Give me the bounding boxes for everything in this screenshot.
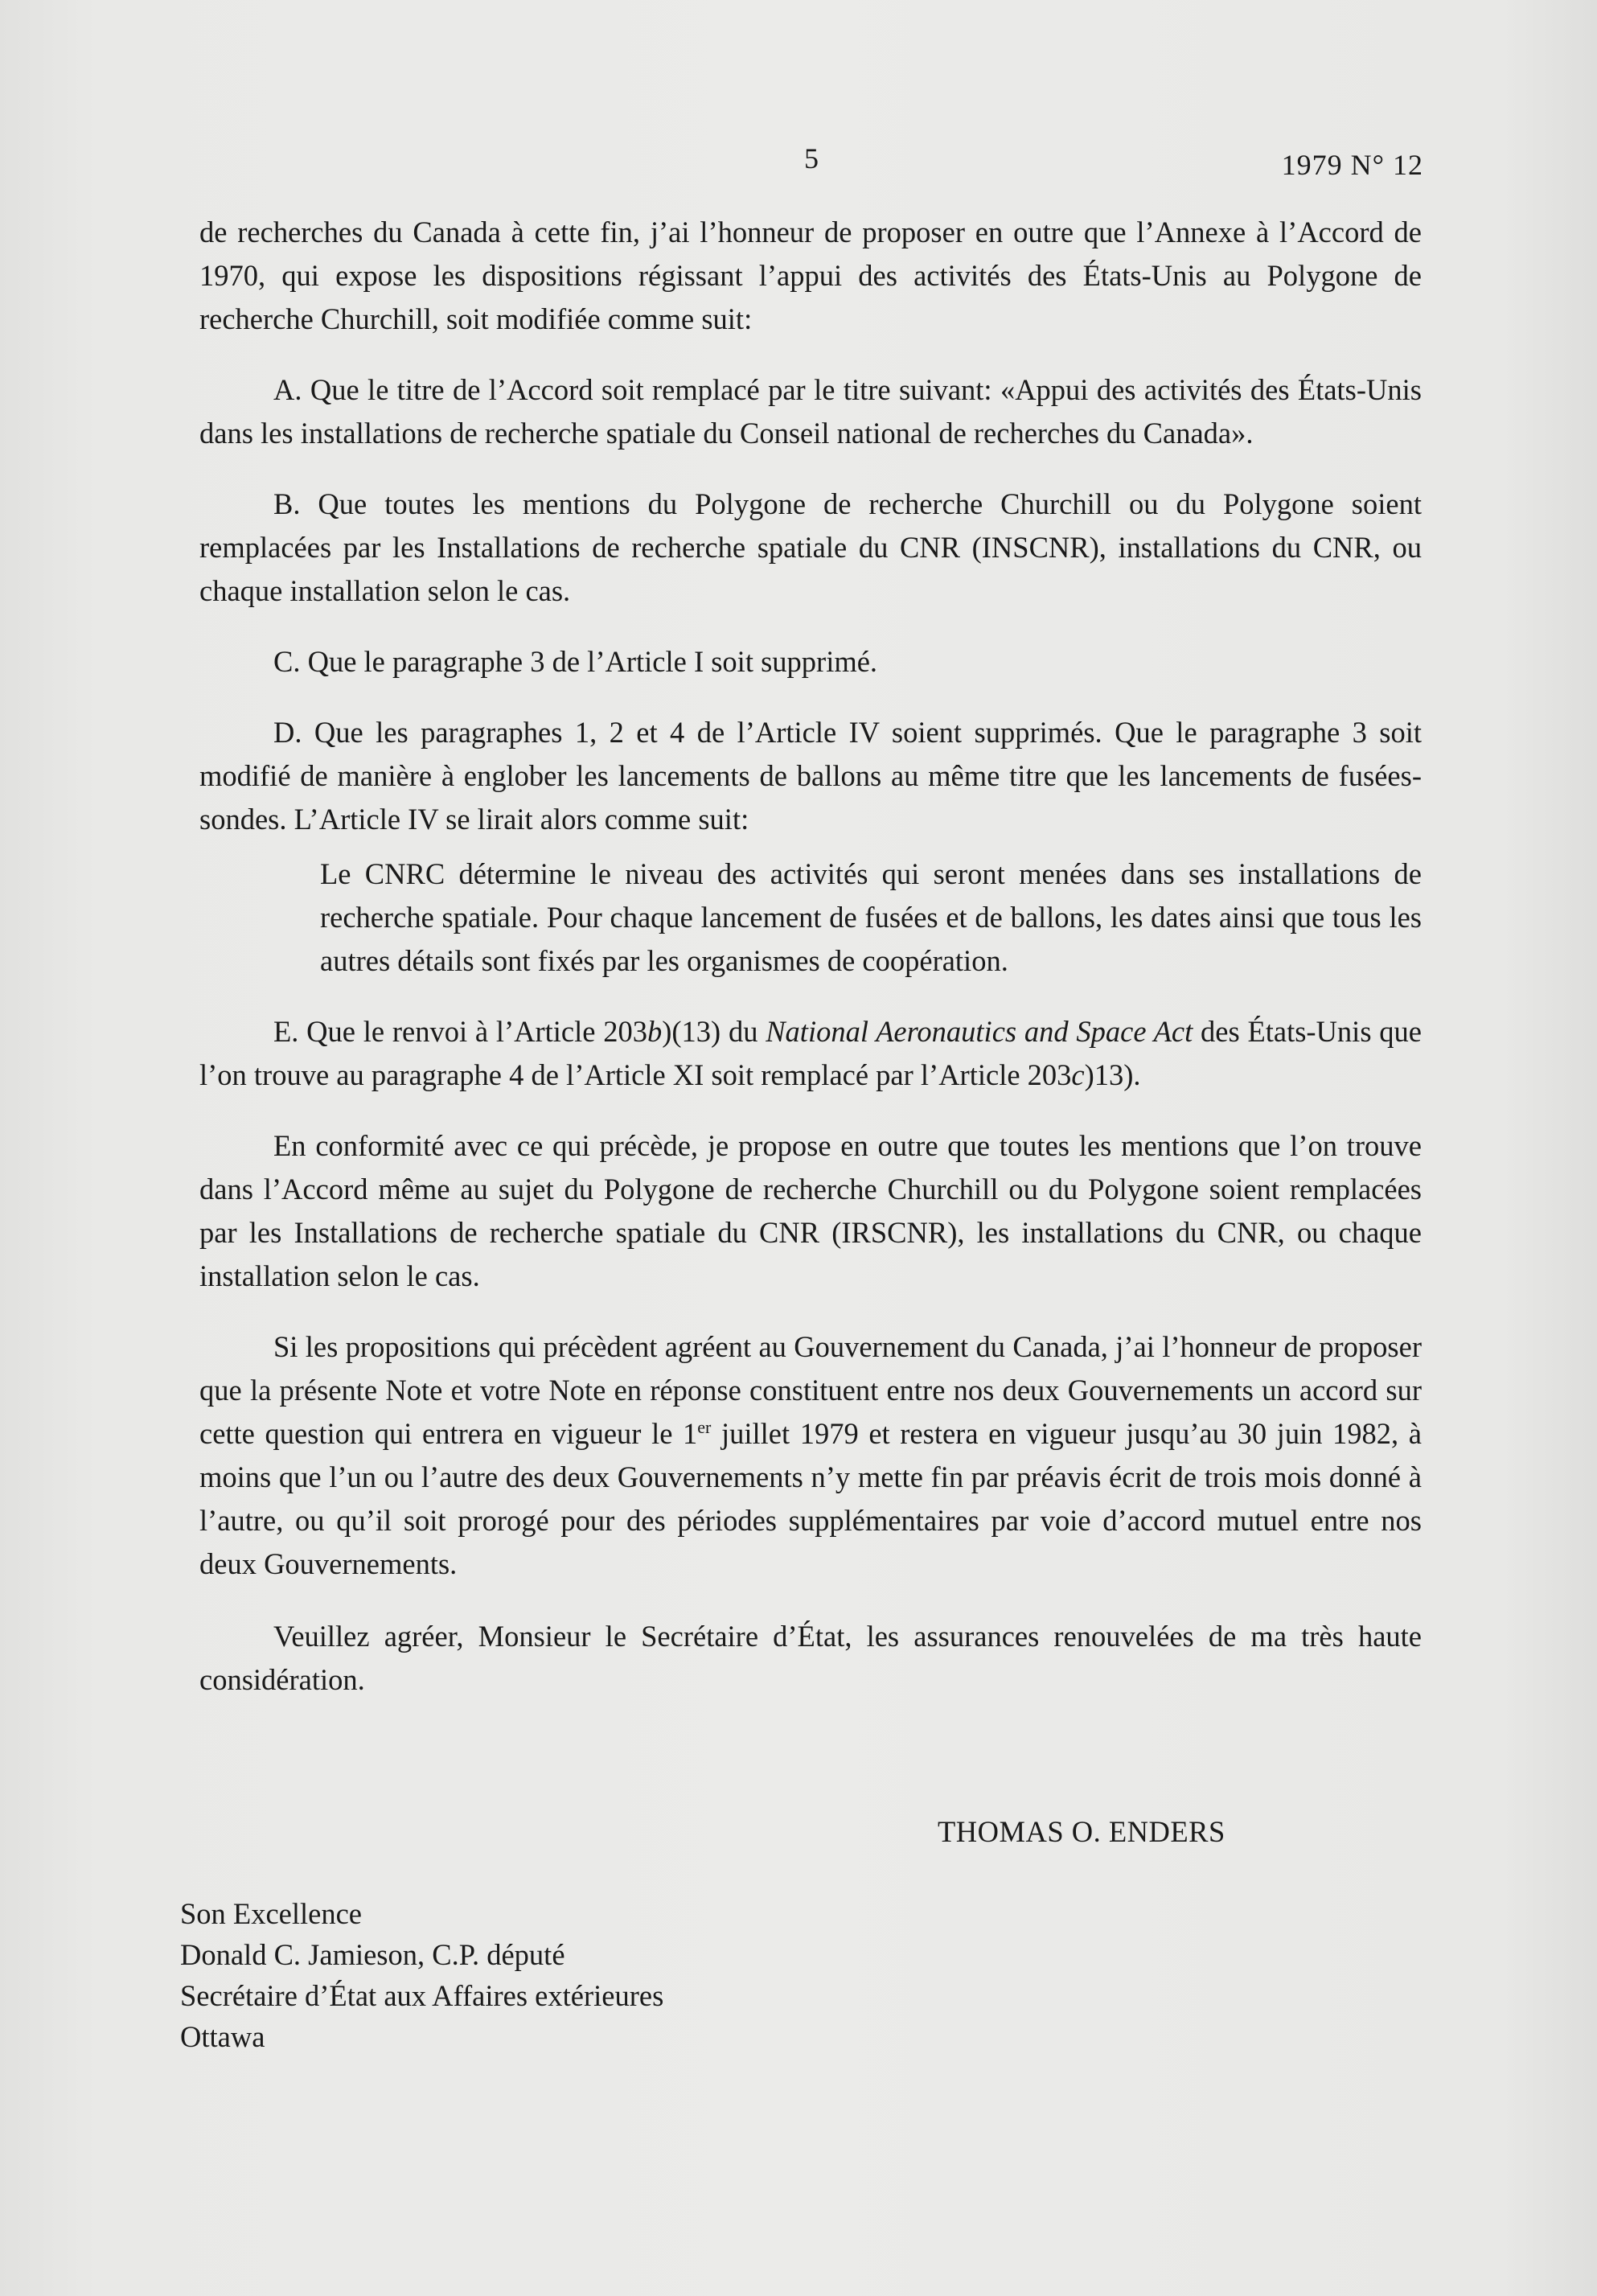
address-line: Son Excellence bbox=[180, 1897, 363, 1930]
propositions-text: juillet 1979 et restera en vigueur jusqu’au 30 juin 1982, à moins que l’un ou l’autre des deux Gouvernements n’y mette fin par préavis écrit de trois mois donné à l’autre, ou qu’il soit prorogé pour des périodes supplémentaires par voie d’accord mutuel entre nos deux Gouvernements. bbox=[199, 1417, 1422, 1580]
recipient-address bbox=[180, 1893, 663, 2057]
item-e-text: E. Que le renvoi à l’Article 203 bbox=[273, 1015, 647, 1048]
propositions-paragraph bbox=[199, 1325, 1422, 1586]
item-e-text: des États-Unis que l’on trouve au paragraphe 4 de l’Article XI soit remplacé par l’Article 203 bbox=[199, 1015, 1422, 1091]
item-e-text: )(13) du bbox=[662, 1015, 766, 1048]
conformite-paragraph: En conformité avec ce qui précède, je propose en outre que toutes les mentions que l’on trouve dans l’Accord même au sujet du Polygone de recherche Churchill ou du Polygone soient remplacées par les Installations de recherche spatiale du CNR (IRSCNR), les installations du CNR, ou chaque installation selon le cas. bbox=[199, 1129, 1422, 1292]
address-line: Ottawa bbox=[180, 2020, 265, 2053]
page-number: 5 bbox=[804, 142, 819, 175]
closing-paragraph: Veuillez agréer, Monsieur le Secrétaire d’État, les assurances renouvelées de ma très haute considération. bbox=[199, 1620, 1422, 1696]
page-header bbox=[0, 135, 1597, 183]
item-e bbox=[199, 1010, 1422, 1097]
address-line: Donald C. Jamieson, C.P. député bbox=[180, 1938, 565, 1971]
item-b: B. Que toutes les mentions du Polygone de recherche Churchill ou du Polygone soient remplacées par les Installations de recherche spatiale du CNR (INSCNR), installations du CNR, ou chaque installation selon le cas. bbox=[199, 487, 1422, 607]
act-title: National Aeronautics and Space Act bbox=[766, 1015, 1193, 1048]
intro-paragraph: de recherches du Canada à cette fin, j’ai l’honneur de proposer en outre que l’Annexe à l’Accord de 1970, qui expose les dispositions régissant l’appui des activités des États-Unis au Polygone de recherche Churchill, soit modifiée comme suit: bbox=[199, 216, 1422, 335]
ordinal-superscript: er bbox=[697, 1416, 712, 1437]
propositions-text: Si les propositions qui précèdent agréent au Gouvernement du Canada, j’ai l’honneur de proposer que la présente Note et votre Note en réponse constituent entre nos deux Gouvernements un accord sur cette question qui entrera en vigueur le 1 bbox=[199, 1330, 1422, 1450]
item-c: C. Que le paragraphe 3 de l’Article I soit supprimé. bbox=[273, 645, 878, 678]
item-d: D. Que les paragraphes 1, 2 et 4 de l’Article IV soient supprimés. Que le paragraphe 3 soit modifié de manière à englober les lancements de ballons au même titre que les lancements de fusées-sondes. L’Article IV se lirait alors comme suit: bbox=[199, 716, 1422, 836]
item-e-text: )13). bbox=[1084, 1058, 1141, 1091]
letter-body bbox=[199, 211, 1422, 1702]
item-a: A. Que le titre de l’Accord soit remplacé par le titre suivant: «Appui des activités des États-Unis dans les installations de recherche spatiale du Conseil national de recherches du Canada». bbox=[199, 373, 1422, 450]
item-e-c: c bbox=[1071, 1058, 1085, 1091]
article-iv-quote: Le CNRC détermine le niveau des activités qui seront menées dans ses installations de recherche spatiale. Pour chaque lancement de fusées et de ballons, les dates ainsi que tous les autres détails sont fixés par les organismes de coopération. bbox=[320, 857, 1422, 977]
address-line: Secrétaire d’État aux Affaires extérieures bbox=[180, 1979, 664, 2012]
series-number: 1979 N° 12 bbox=[1281, 149, 1423, 181]
signature: THOMAS O. ENDERS bbox=[938, 1815, 1225, 1848]
item-e-b: b bbox=[647, 1015, 663, 1048]
